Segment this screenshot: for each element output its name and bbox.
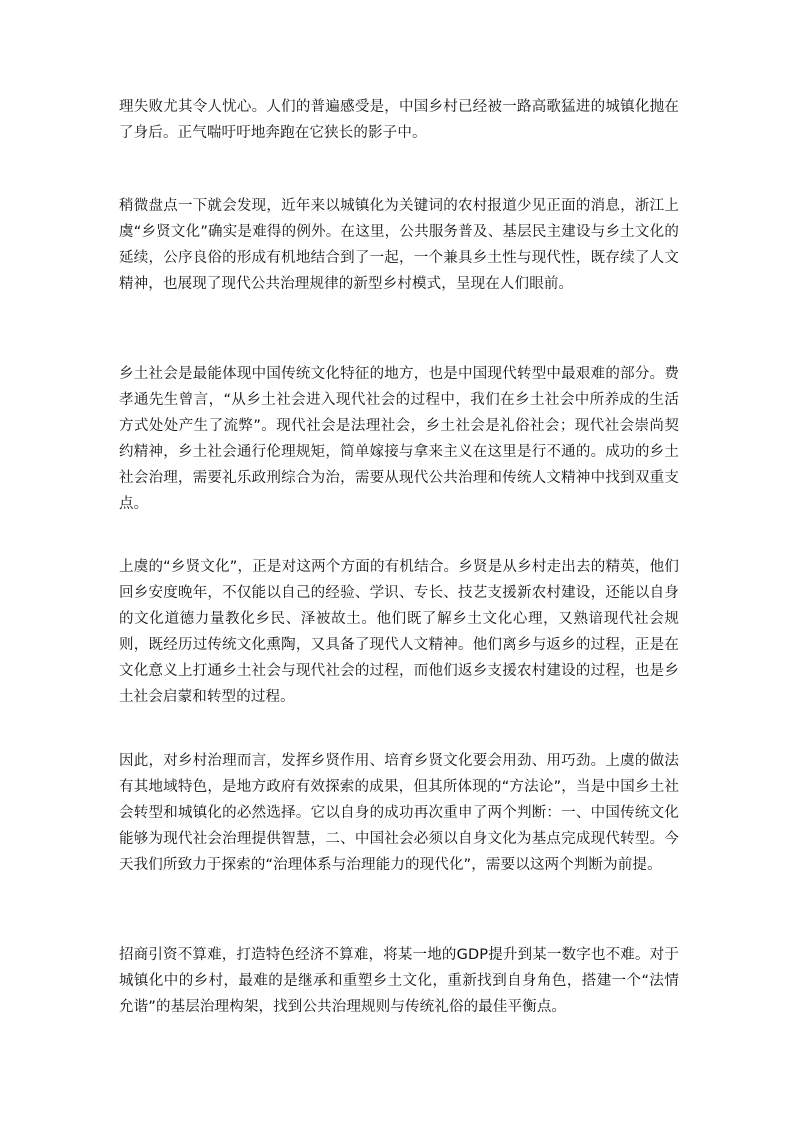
- paragraph-2: 稍微盘点一下就会发现，近年来以城镇化为关键词的农村报道少见正面的消息，浙江上虞“乡贤文化”确实是难得的例外。在这里，公共服务普及、基层民主建设与乡土文化的延续，公序良俗的形成有机地结合到了一起，一个兼具乡土性与现代性，既存续了人文精神，也展现了现代公共治理规律的新型乡村模式，呈现在人们眼前。: [119, 198, 679, 292]
- paragraph-1: 理失败尤其令人忧心。人们的普遍感受是，中国乡村已经被一路高歌猛进的城镇化抛在了身后。正气喘吁吁地奔跑在它狭长的影子中。: [119, 99, 679, 141]
- paragraph-4: 上虞的“乡贤文化”，正是对这两个方面的有机结合。乡贤是从乡村走出去的精英，他们回乡安度晚年，不仅能以自己的经验、学识、专长、技艺支援新农村建设，还能以自身的文化道德力量教化乡民、泽被故土。他们既了解乡土文化心理，又熟谙现代社会规则，既经历过传统文化熏陶，又具备了现代人文精神。他们离乡与返乡的过程，正是在文化意义上打通乡土社会与现代社会的过程，而他们返乡支援农村建设的过程，也是乡土社会启蒙和转型的过程。: [119, 559, 679, 705]
- paragraph-3: 乡土社会是最能体现中国传统文化特征的地方，也是中国现代转型中最艰难的部分。费孝通先生曾言，“从乡土社会进入现代社会的过程中，我们在乡土社会中所养成的生活方式处处产生了流弊”。现代社会是法理社会，乡土社会是礼俗社会；现代社会崇尚契约精神，乡土社会通行伦理规矩，简单嫁接与拿来主义在这里是行不通的。成功的乡土社会治理，需要礼乐政刑综合为治，需要从现代公共治理和传统人文精神中找到双重支点。: [119, 366, 679, 512]
- paragraph-6: 招商引资不算难，打造特色经济不算难，将某一地的GDP提升到某一数字也不难。对于城镇化中的乡村，最难的是继承和重塑乡土文化，重新找到自身角色，搭建一个“法情允谐”的基层治理构架，找到公共治理规则与传统礼俗的最佳平衡点。: [119, 947, 679, 1015]
- paragraph-5: 因此，对乡村治理而言，发挥乡贤作用、培育乡贤文化要会用劲、用巧劲。上虞的做法有其地域特色，是地方政府有效探索的成果，但其所体现的“方法论”，当是中国乡土社会转型和城镇化的必然选择。它以自身的成功再次重申了两个判断：一、中国传统文化能够为现代社会治理提供智慧，二、中国社会必须以自身文化为基点完成现代转型。今天我们所致力于探索的“治理体系与治理能力的现代化”，需要以这两个判断为前提。: [119, 753, 679, 873]
